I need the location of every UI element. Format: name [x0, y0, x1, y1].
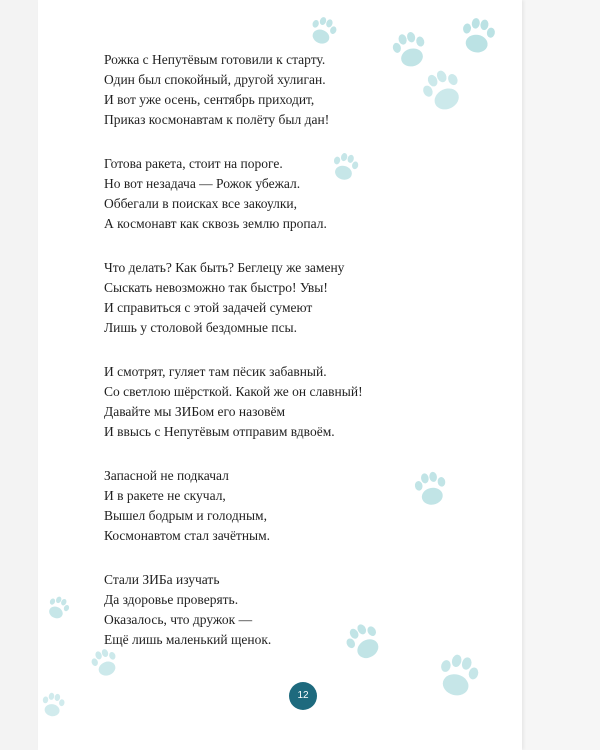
poem-line: Оббегали в поисках все закоулки, — [104, 196, 298, 211]
poem-line: И смотрят, гуляет там пёсик забавный. — [104, 364, 327, 379]
paw-print-icon — [38, 688, 70, 723]
stanza — [104, 362, 444, 442]
poem-line: Со светлою шёрсткой. Какой же он славный! — [104, 384, 363, 399]
stanza — [104, 466, 444, 546]
poem-line: И вот уже осень, сентябрь приходит, — [104, 92, 315, 107]
poem-line: Стали ЗИБа изучать — [104, 572, 220, 587]
poem — [104, 50, 444, 674]
stanza — [104, 154, 444, 234]
poem-line: Давайте мы ЗИБом его назовём — [104, 404, 285, 419]
poem-line: Один был спокойный, другой хулиган. — [104, 72, 326, 87]
stanza — [104, 50, 444, 130]
poem-line: Запасной не подкачал — [104, 468, 229, 483]
poem-line: Да здоровье проверять. — [104, 592, 239, 607]
poem-line: И справиться с этой задачей сумеют — [104, 300, 313, 315]
stanza — [104, 258, 444, 338]
poem-line: И в ракете не скучал, — [104, 488, 226, 503]
poem-line: Оказалось, что дружок — — [104, 612, 253, 627]
poem-line: А космонавт как сквозь землю пропал. — [104, 216, 327, 231]
poem-line: Лишь у столовой бездомные псы. — [104, 320, 298, 335]
poem-line: Что делать? Как быть? Беглецу же замену — [104, 260, 345, 275]
adjacent-page-edge — [522, 0, 600, 750]
poem-line: Сыскать невозможно так быстро! Увы! — [104, 280, 328, 295]
paw-print-icon — [301, 9, 345, 53]
paw-print-icon — [453, 11, 504, 62]
poem-line: Рожка с Непутёвым готовили к старту. — [104, 52, 326, 67]
poem-line: Вышел бодрым и голодным, — [104, 508, 267, 523]
poem-line: Ещё лишь маленький щенок. — [104, 632, 272, 647]
poem-line: Но вот незадача — Рожок убежал. — [104, 176, 301, 191]
poem-line: Готова ракета, стоит на пороге. — [104, 156, 283, 171]
stanza — [104, 570, 444, 650]
poem-line: Приказ космонавтам к полёту был дан! — [104, 112, 330, 127]
paw-print-icon — [39, 589, 76, 626]
poem-line: И ввысь с Непутёвым отправим вдвоём. — [104, 424, 335, 439]
book-page — [38, 0, 522, 750]
poem-line: Космонавтом стал зачётным. — [104, 528, 271, 543]
page-number-badge: 12 — [289, 682, 317, 710]
